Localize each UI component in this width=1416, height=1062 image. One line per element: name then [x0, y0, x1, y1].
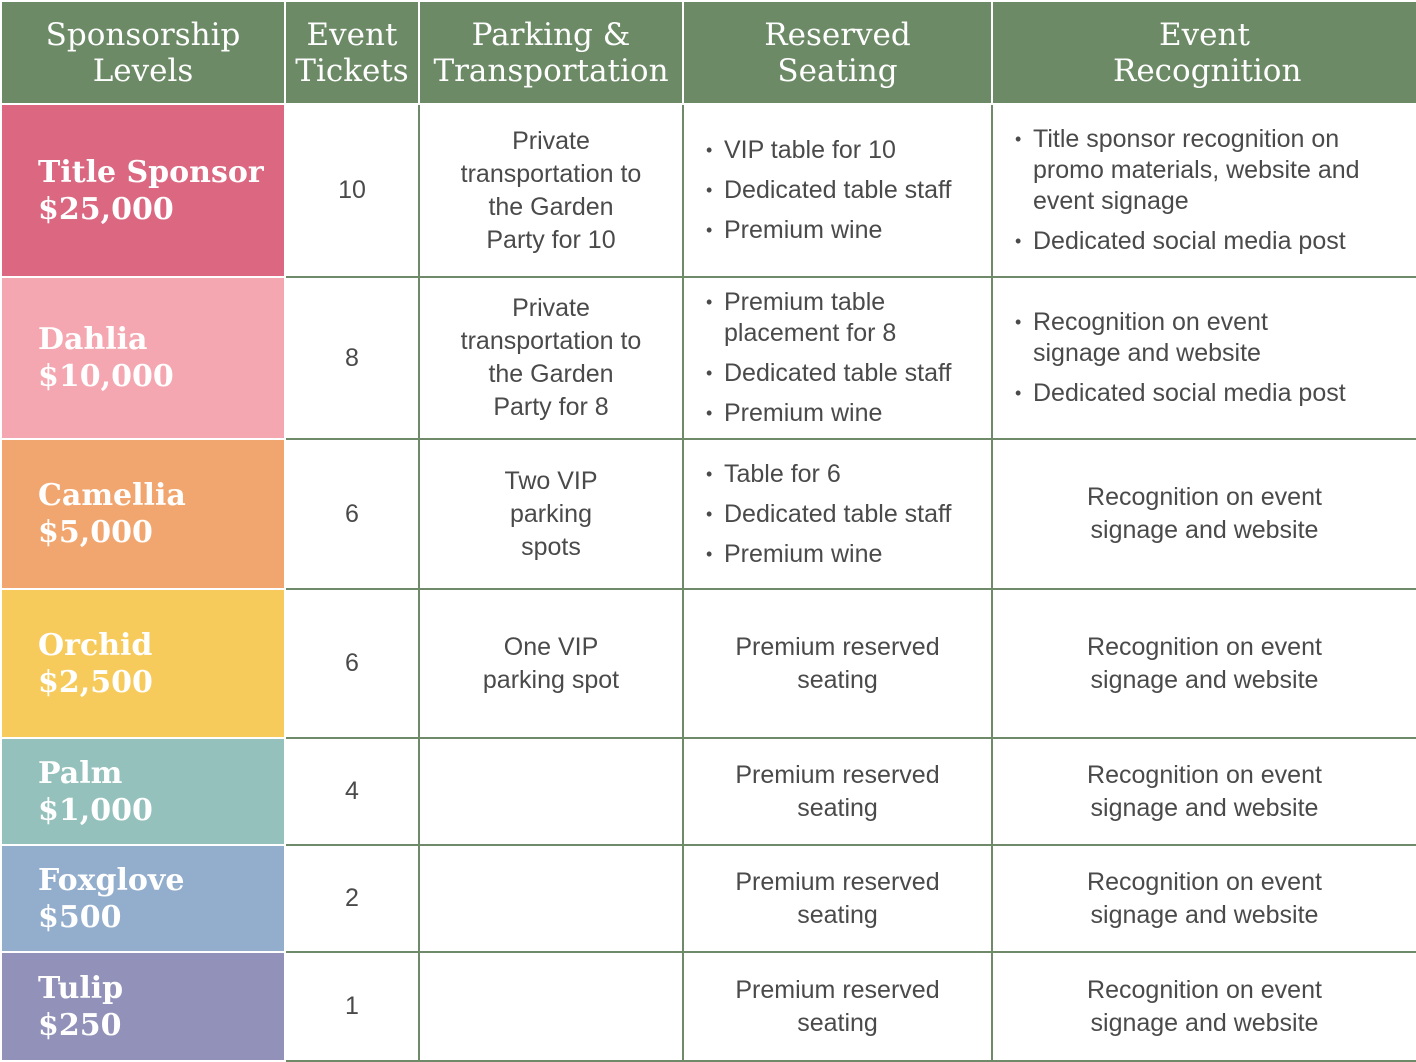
seating-cell — [683, 439, 992, 589]
list-item: • Table for 6 — [706, 459, 991, 490]
header-event-recognition: Event Recognition — [992, 1, 1416, 104]
level-amount: $5,000 — [38, 515, 153, 550]
level-name: Palm — [38, 755, 123, 791]
list-item: • Premium table placement for 8 — [706, 287, 931, 349]
level-amount: $500 — [38, 899, 122, 935]
header-event-tickets: Event Tickets — [285, 1, 419, 104]
level-amount: $1,000 — [38, 792, 153, 828]
seating-cell: Premium reserved seating — [683, 589, 992, 738]
tickets-cell: 4 — [285, 738, 419, 845]
level-name: Foxglove — [38, 862, 185, 898]
list-item: • Premium wine — [706, 539, 991, 570]
table-row — [1, 952, 1416, 1061]
level-camellia — [1, 439, 285, 589]
list-item: • Dedicated table staff — [706, 175, 991, 206]
recognition-cell: Recognition on event signage and website — [992, 845, 1416, 952]
list-item: • Premium wine — [706, 398, 931, 429]
list-item: • Dedicated social media post — [1015, 378, 1336, 409]
seating-cell: Premium reserved seating — [683, 952, 992, 1061]
recognition-cell — [992, 277, 1416, 439]
parking-cell: Private transportation to the Garden Party for 10 — [419, 104, 683, 277]
header-reserved-seating: Reserved Seating — [683, 1, 992, 104]
level-orchid — [1, 589, 285, 738]
list-item: • Premium wine — [706, 215, 991, 246]
recognition-cell: Recognition on event signage and website — [992, 952, 1416, 1061]
recognition-cell — [992, 104, 1416, 277]
level-dahlia — [1, 277, 285, 439]
tickets-cell: 1 — [285, 952, 419, 1061]
list-item: • VIP table for 10 — [706, 135, 991, 166]
level-name: Tulip — [38, 970, 124, 1006]
tickets-cell: 6 — [285, 589, 419, 738]
seating-cell — [683, 104, 992, 277]
table-row — [1, 589, 1416, 738]
recognition-cell: Recognition on event signage and website — [992, 589, 1416, 738]
parking-cell: Two VIP parking spots — [419, 439, 683, 589]
level-amount: $10,000 — [38, 359, 174, 394]
tickets-cell: 6 — [285, 439, 419, 589]
recognition-cell: Recognition on event signage and website — [992, 738, 1416, 845]
header-row — [1, 1, 1416, 104]
table-row — [1, 845, 1416, 952]
header-parking-transportation: Parking & Transportation — [419, 1, 683, 104]
level-amount: $25,000 — [38, 191, 174, 227]
parking-cell — [419, 845, 683, 952]
list-item: • Dedicated table staff — [706, 358, 931, 389]
tickets-cell: 2 — [285, 845, 419, 952]
seating-cell — [683, 277, 992, 439]
parking-cell — [419, 738, 683, 845]
parking-cell: Private transportation to the Garden Party for 8 — [419, 277, 683, 439]
parking-cell: One VIP parking spot — [419, 589, 683, 738]
recognition-cell: Recognition on event signage and website — [992, 439, 1416, 589]
tickets-cell: 8 — [285, 277, 419, 439]
level-title-sponsor — [1, 104, 285, 277]
level-tulip — [1, 952, 285, 1061]
level-palm — [1, 738, 285, 845]
list-item: • Dedicated table staff — [706, 499, 991, 530]
level-name: Title Sponsor — [38, 154, 264, 190]
table-row — [1, 738, 1416, 845]
list-item: • Title sponsor recognition on promo materials, website and event signage — [1015, 124, 1398, 217]
table-row — [1, 439, 1416, 589]
table-row — [1, 277, 1416, 439]
seating-cell: Premium reserved seating — [683, 845, 992, 952]
seating-cell: Premium reserved seating — [683, 738, 992, 845]
list-item: • Dedicated social media post — [1015, 226, 1398, 257]
level-foxglove — [1, 845, 285, 952]
level-name: Orchid — [38, 627, 153, 663]
parking-cell — [419, 952, 683, 1061]
level-name: Camellia — [38, 478, 186, 513]
level-name: Dahlia — [38, 322, 148, 357]
table-row — [1, 104, 1416, 277]
level-amount: $250 — [38, 1007, 122, 1043]
list-item: • Recognition on event signage and website — [1015, 307, 1336, 369]
header-sponsorship-levels: Sponsorship Levels — [1, 1, 285, 104]
tickets-cell: 10 — [285, 104, 419, 277]
level-amount: $2,500 — [38, 664, 153, 700]
